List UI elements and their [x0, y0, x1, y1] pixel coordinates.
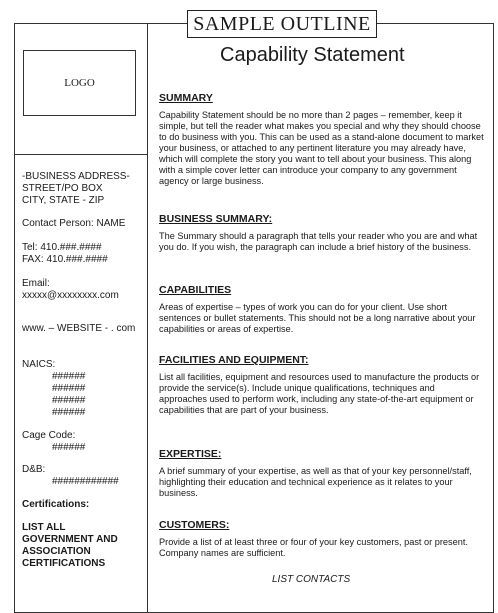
- contact-person: Contact Person: NAME: [22, 218, 126, 229]
- sidebar-divider-line: [14, 154, 147, 155]
- address-line: CITY, STATE - ZIP: [22, 195, 105, 206]
- cage-label: Cage Code:: [22, 430, 76, 441]
- section-heading: SUMMARY: [159, 92, 213, 104]
- cage-code: ######: [52, 442, 86, 453]
- page-title: Capability Statement: [220, 44, 405, 66]
- phone-block: [22, 242, 108, 266]
- email-block: [22, 278, 119, 302]
- naics-code: ######: [52, 407, 86, 418]
- certifications-note-line: LIST ALL: [22, 522, 66, 533]
- dnb-block: [22, 464, 119, 488]
- section-customers: [159, 519, 484, 559]
- certifications-label: Certifications:: [22, 499, 90, 510]
- section-body: A brief summary of your expertise, as well as that of your key personnel/staff, highlighting their education and technical experience as it relates to your business.: [159, 466, 472, 498]
- sidebar-divider: [147, 23, 148, 613]
- section-expertise: [159, 448, 484, 499]
- naics-label: NAICS:: [22, 359, 56, 370]
- tel-number: Tel: 410.###.####: [22, 242, 102, 253]
- section-heading: EXPERTISE:: [159, 448, 222, 460]
- naics-code: ######: [52, 395, 86, 406]
- section-body: Provide a list of at least three or four of your key customers, past or present. Company names are sufficient.: [159, 537, 468, 558]
- section-heading: FACILITIES AND EQUIPMENT:: [159, 354, 309, 366]
- address-line: STREET/PO BOX: [22, 183, 103, 194]
- section-summary: [159, 92, 484, 187]
- logo-placeholder: LOGO: [23, 50, 136, 116]
- certifications-note: [22, 522, 118, 570]
- cage-block: [22, 430, 85, 454]
- website: www. – WEBSITE - . com: [22, 323, 136, 334]
- email-label: Email:: [22, 278, 50, 289]
- section-heading: CUSTOMERS:: [159, 519, 230, 531]
- dnb-code: ############: [52, 476, 119, 487]
- fax-number: FAX: 410.###.####: [22, 254, 108, 265]
- certifications-note-line: CERTIFICATIONS: [22, 558, 106, 569]
- section-facilities: [159, 354, 484, 416]
- dnb-label: D&B:: [22, 464, 46, 475]
- certifications-note-line: GOVERNMENT AND: [22, 534, 118, 545]
- section-heading: CAPABILITIES: [159, 284, 232, 296]
- section-body: Capability Statement should be no more than 2 pages – remember, keep it simple, but tell the reader what makes you special and why they should choose to do business with you. This can be used as a stand-alone document to market your business, or attached to any pertinent literature you may already have, which will complete the story you want to tell about your business. This along with a simple cover letter can introduce your company to any government agency or large business.: [159, 110, 484, 186]
- outline-label: SAMPLE OUTLINE: [187, 10, 377, 38]
- section-body: The Summary should a paragraph that tells your reader who you are and what you do. If you wish, the paragraph can include a brief history of the business.: [159, 231, 478, 252]
- section-capabilities: [159, 284, 484, 335]
- section-body: Areas of expertise – types of work you can do for your client. Use short sentences or bullet statements. This should not be a long narrative about your capabilities or areas of expertise.: [159, 302, 476, 334]
- list-contacts: LIST CONTACTS: [272, 574, 351, 585]
- address-line: -BUSINESS ADDRESS-: [22, 171, 130, 182]
- section-business-summary: [159, 213, 484, 253]
- certifications-note-line: ASSOCIATION: [22, 546, 91, 557]
- section-heading: BUSINESS SUMMARY:: [159, 213, 273, 225]
- business-address: [22, 171, 130, 207]
- naics-block: [22, 359, 85, 419]
- naics-code: ######: [52, 383, 86, 394]
- email-address: xxxxx@xxxxxxxx.com: [22, 290, 119, 301]
- section-body: List all facilities, equipment and resources used to manufacture the products or provide the service(s). Include unique qualifications, techniques and approaches used to perform work, including any state-of-the-art equipment or capabilities that are part of your business.: [159, 372, 480, 415]
- naics-code: ######: [52, 371, 86, 382]
